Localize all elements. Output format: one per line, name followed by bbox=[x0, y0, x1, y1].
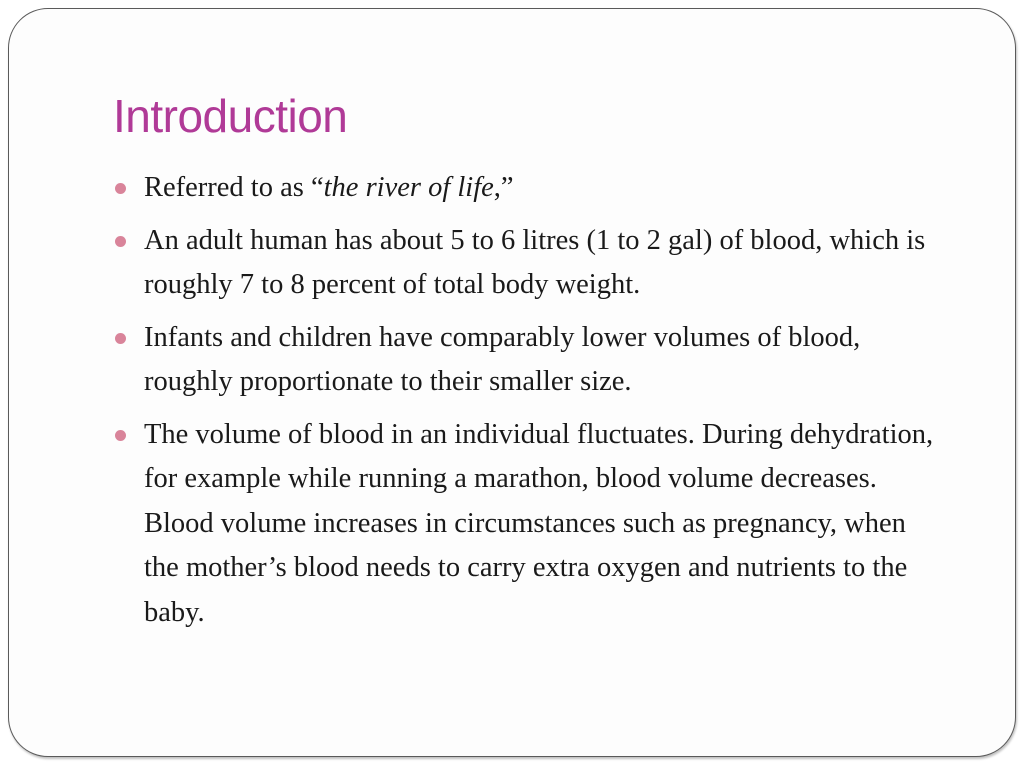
bullet-list bbox=[113, 166, 943, 643]
bullet-item-3 bbox=[113, 316, 943, 405]
bullet-dot-icon bbox=[115, 333, 126, 344]
bullet-dot-icon bbox=[115, 183, 126, 194]
bullet-dot-icon bbox=[115, 236, 126, 247]
bullet-item-4 bbox=[113, 413, 943, 636]
bullet-4-text: The volume of blood in an individual fluctuates. During dehydration, for example while running a marathon, blood volume decreases. Blood volume increases in circumstances such as pregnancy, when the mother’s blood needs to carry extra oxygen and nutrients to the baby. bbox=[144, 418, 934, 628]
bullet-item-1 bbox=[113, 166, 943, 211]
bullet-dot-icon bbox=[115, 430, 126, 441]
bullet-item-2 bbox=[113, 219, 943, 308]
bullet-3-text: Infants and children have comparably lower volumes of blood, roughly proportionate to their smaller size. bbox=[144, 321, 861, 397]
bullet-1-italic: the river of life bbox=[323, 172, 494, 203]
bullet-1-prefix: Referred to as “ bbox=[144, 172, 324, 203]
bullet-2-text: An adult human has about 5 to 6 litres (1 to 2 gal) of blood, which is roughly 7 to 8 percent of total body weight. bbox=[144, 224, 926, 300]
bullet-1-suffix: ,” bbox=[493, 172, 514, 203]
slide-title: Introduction bbox=[113, 90, 348, 142]
